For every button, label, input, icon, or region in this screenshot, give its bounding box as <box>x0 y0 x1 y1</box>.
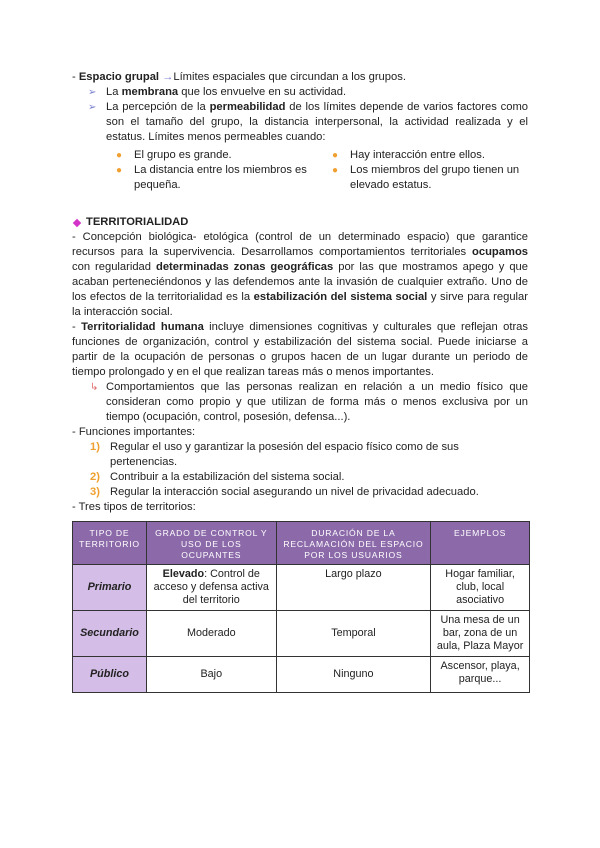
row-type: Secundario <box>73 611 147 657</box>
bullet-icon: ● <box>116 165 123 176</box>
bullet-icon: ● <box>332 150 339 161</box>
row-examples: Una mesa de un bar, zona de un aula, Plaza Mayor <box>431 611 530 657</box>
list-item: ● Hay interacción entre ellos. <box>332 149 485 161</box>
types-title: - Tres tipos de territorios: <box>72 501 196 513</box>
row-control: Bajo <box>146 657 276 693</box>
sub-item-comportamientos: ↳ Comportamientos que las personas realizan en relación a un medio físico que consideran como propio y que utilizan de forma más o menos exclusiva por un tiempo (ocupación, control, posesión, defensa...). <box>90 381 528 423</box>
arrow-icon: → <box>162 71 174 83</box>
curved-arrow-icon: ↳ <box>90 382 99 393</box>
table-row <box>73 657 530 693</box>
row-examples: Ascensor, playa, parque... <box>431 657 530 693</box>
row-control: Elevado: Control de acceso y defensa activa del territorio <box>146 565 276 611</box>
espacio-grupal-term: Espacio grupal <box>78 71 160 83</box>
row-duration: Largo plazo <box>276 565 431 611</box>
list-item: 1) Regular el uso y garantizar la posesión del espacio físico como de sus pertenencias. <box>90 441 459 468</box>
diamond-icon <box>73 218 81 226</box>
functions-title: - Funciones importantes: <box>72 426 196 438</box>
espacio-grupal-line <box>72 70 528 85</box>
dash: - <box>72 71 76 83</box>
row-duration: Ninguno <box>276 657 431 693</box>
header-grado: GRADO DE CONTROL Y USO DE LOS OCUPANTES <box>146 522 276 565</box>
arrowhead-icon: ➢ <box>88 87 97 98</box>
espacio-grupal-def: Límites espaciales que circundan a los grupos. <box>173 71 406 83</box>
list-item: ● Los miembros del grupo tienen un elevado estatus. <box>332 164 520 191</box>
header-tipo: TIPO DE TERRITORIO <box>73 522 147 565</box>
paragraph-concepcion: - Concepción biológica- etológica (control de un determinado espacio) que garantice recursos para la supervivencia. Desarrollamos comportamientos territoriales ocupamos con regularidad determinadas zonas geográficas por las que mostramos apego y que acaban perteneciéndonos y las defendemos ante la invasión de cualquier extraño. Uno de los efectos de la territorialidad es la estabilización del sistema social y sirve para regular la interacción social. <box>72 231 528 318</box>
bullet-icon: ● <box>116 150 123 161</box>
territories-table <box>72 521 530 693</box>
bullet-grid <box>116 148 528 193</box>
list-item: ● La distancia entre los miembros es pequeña. <box>116 164 307 191</box>
row-examples: Hogar familiar, club, local asociativo <box>431 565 530 611</box>
list-item: 3) Regular la interacción social asegurando un nivel de privacidad adecuado. <box>90 486 479 498</box>
row-type: Público <box>73 657 147 693</box>
header-duracion: DURACIÓN DE LA RECLAMACIÓN DEL ESPACIO POR LOS USUARIOS <box>276 522 431 565</box>
table-row <box>73 611 530 657</box>
arrowhead-icon: ➢ <box>88 102 97 113</box>
header-ejemplos: EJEMPLOS <box>431 522 530 565</box>
bullet-icon: ● <box>332 165 339 176</box>
sub-item-membrana: ➢ La membrana que los envuelve en su actividad. <box>88 86 347 98</box>
section-title: TERRITORIALIDAD <box>72 215 528 230</box>
table-row <box>73 565 530 611</box>
row-control: Moderado <box>146 611 276 657</box>
list-item: ● El grupo es grande. <box>116 149 232 161</box>
table-header-row <box>73 522 530 565</box>
paragraph-territorialidad-humana: - Territorialidad humana incluye dimensiones cognitivas y culturales que reflejan otras funciones de organización, control y estabilización del sistema social. Puede iniciarse a partir de la ocupación de personas o grupos hacen de un lugar durante un periodo de tiempo prolongado y en el que realizan tareas más o menos importantes. <box>72 321 528 378</box>
document-page <box>72 70 528 693</box>
list-item: 2) Contribuir a la estabilización del sistema social. <box>90 471 345 483</box>
row-duration: Temporal <box>276 611 431 657</box>
row-type: Primario <box>73 565 147 611</box>
sub-item-permeabilidad: ➢ La percepción de la permeabilidad de los límites depende de varios factores como son el tamaño del grupo, la distancia interpersonal, la actividad realizada y el estatus. Límites menos permeables cuando: <box>88 101 528 143</box>
